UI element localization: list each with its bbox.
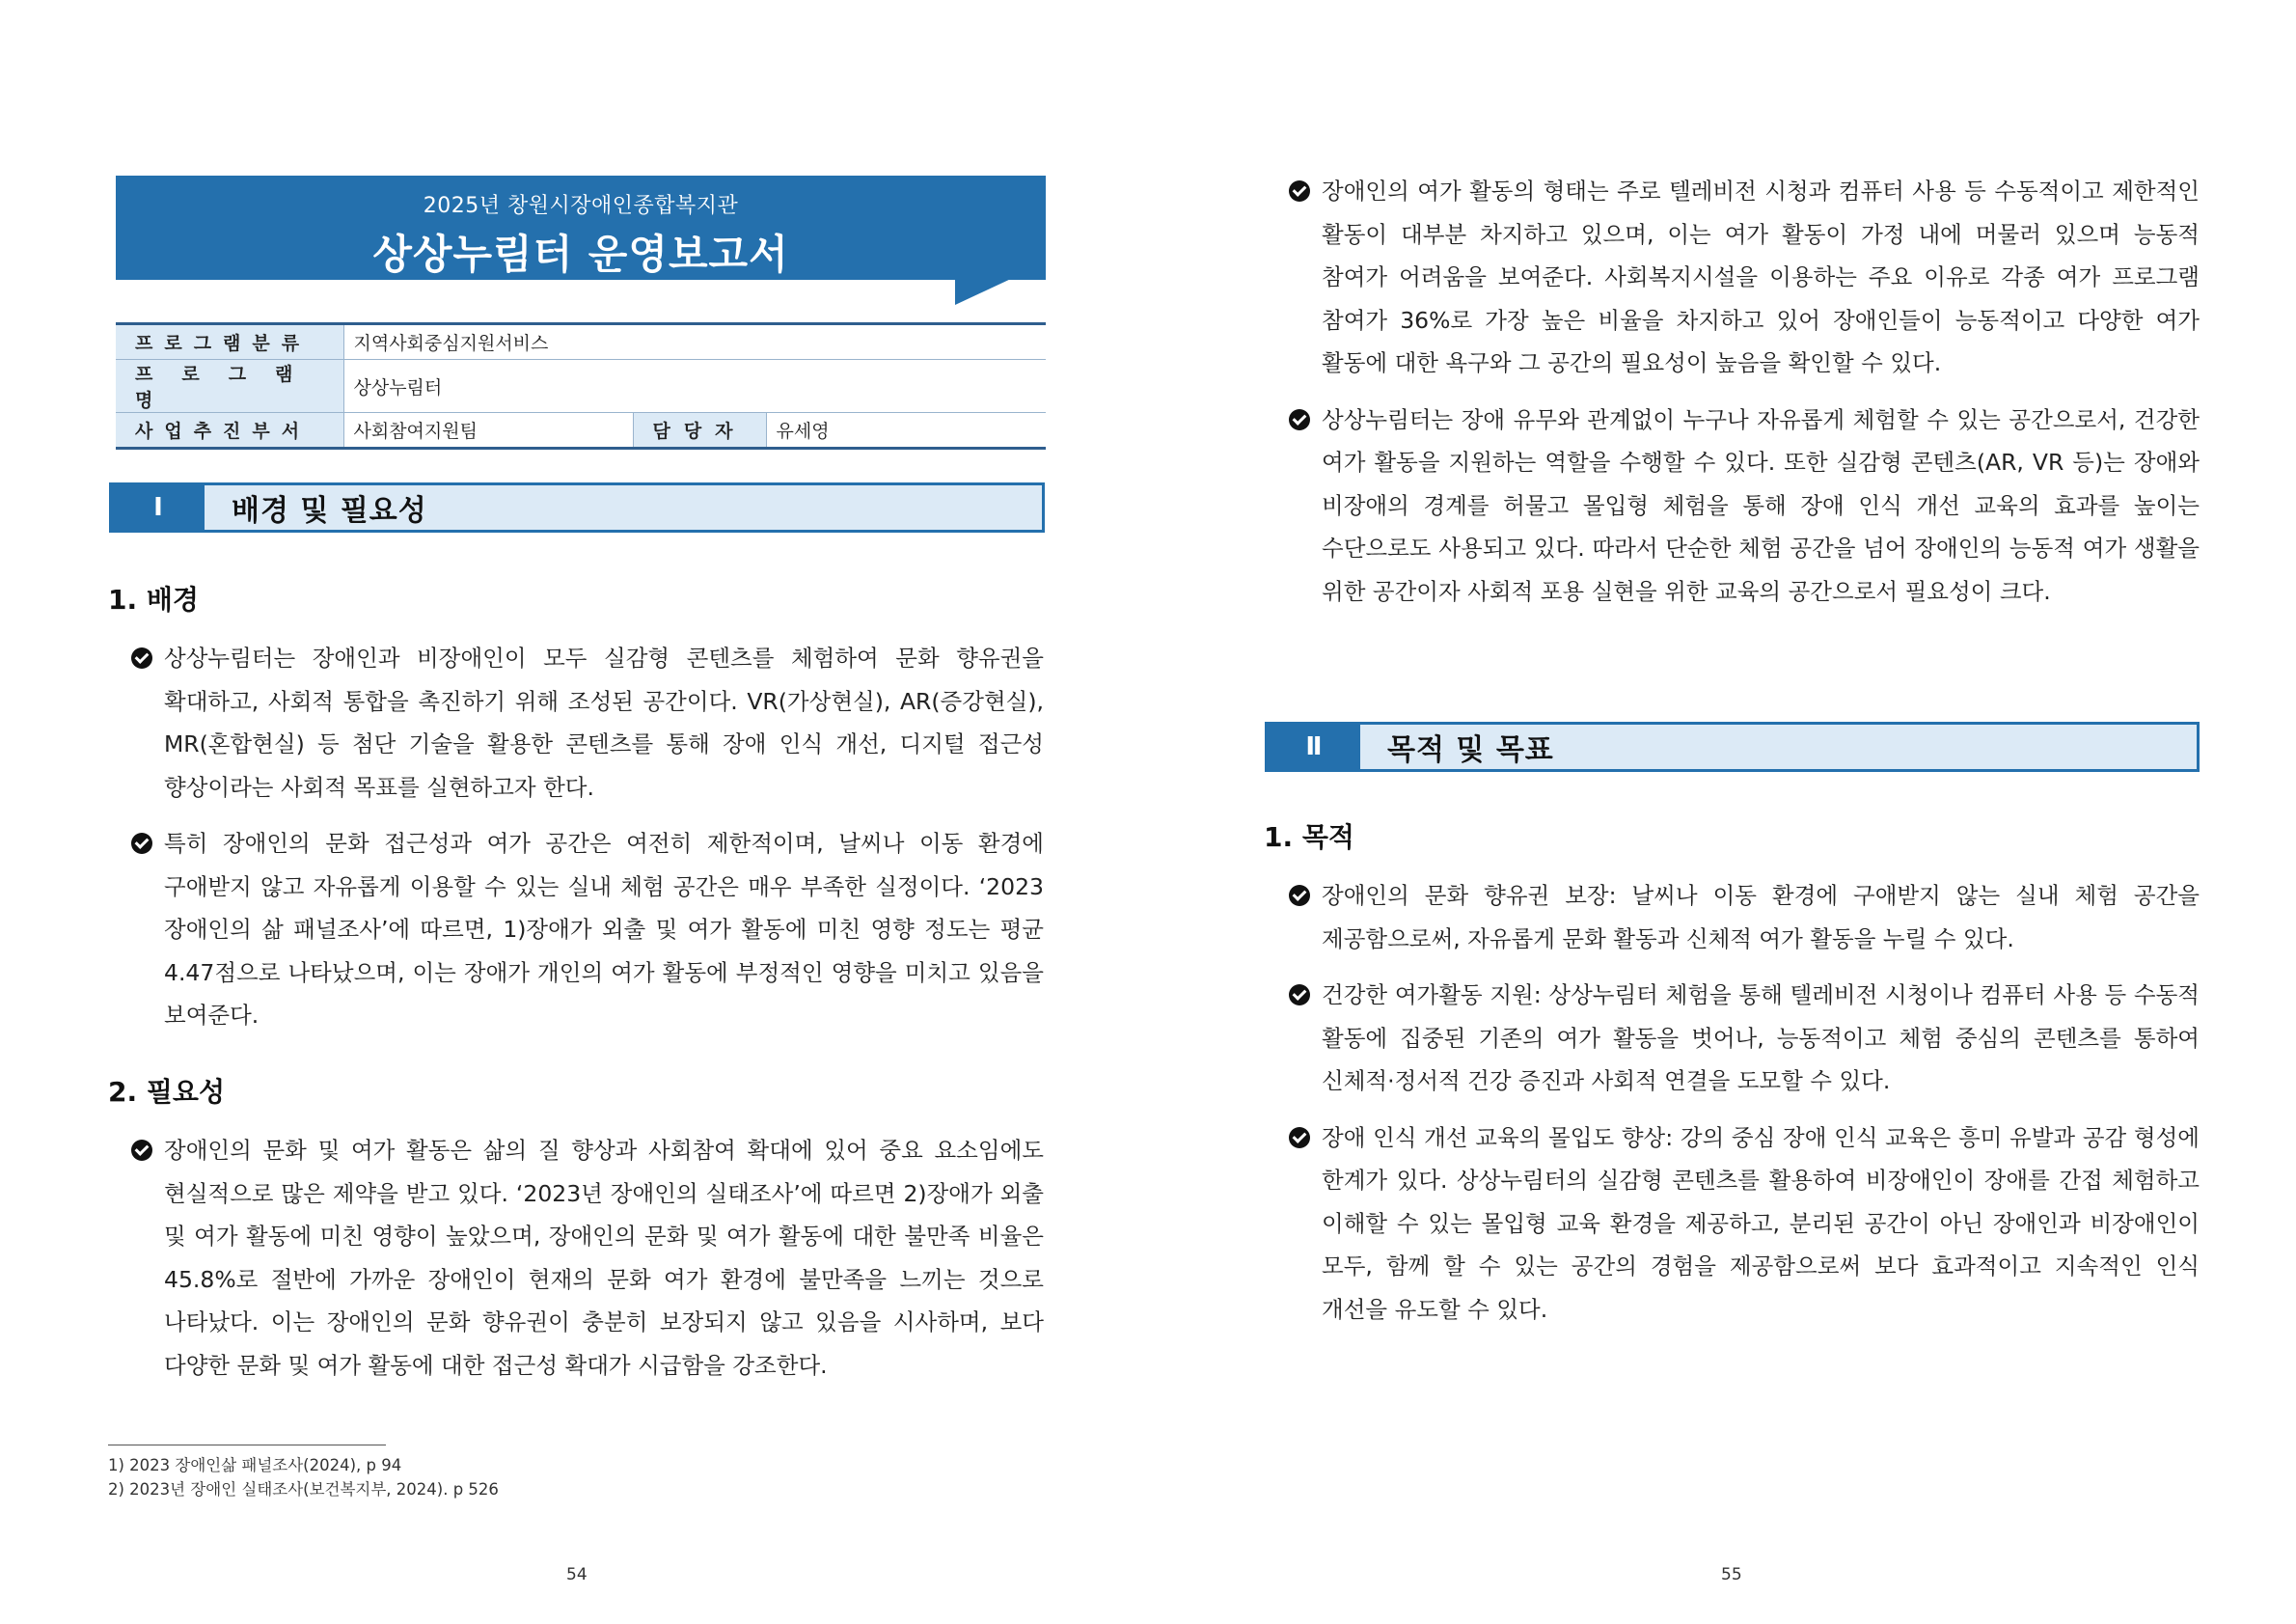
list-item: 장애인의 문화 향유권 보장: 날씨나 이동 환경에 구애받지 않는 실내 체험 공간을 제공함으로써, 자유롭게 문화 활동과 신체적 여가 활동을 누릴 수 있다.	[1289, 874, 2200, 960]
report-title-banner	[116, 176, 1046, 280]
section-header-purpose	[1265, 722, 2200, 772]
subheading-purpose: 1. 목적	[1264, 821, 1354, 853]
list-item: 장애 인식 개선 교육의 몰입도 향상: 강의 중심 장애 인식 교육은 흥미 유발과 공감 형성에 한계가 있다. 상상누림터의 실감형 콘텐츠를 활용하여 비장애인이 장애를 간접 체험하고 이해할 수 있는 몰입형 교육 환경을 제공하고, 분리된 공간이 아닌 장애인과 비장애인이 모두, 함께 할 수 있는 공간의 경험을 제공함으로써 보다 효과적이고 지속적인 인식 개선을 유도할 수 있다.	[1289, 1116, 2200, 1332]
check-circle-icon	[131, 833, 152, 854]
section-number: Ⅱ	[1268, 725, 1360, 769]
continued-bullet-list	[1289, 170, 2200, 626]
program-info-table	[116, 322, 1046, 450]
section-header-background	[109, 482, 1045, 533]
check-circle-icon	[1289, 409, 1310, 430]
section-title: 배경 및 필요성	[232, 494, 427, 528]
check-circle-icon	[131, 1140, 152, 1161]
list-item: 장애인의 여가 활동의 형태는 주로 텔레비전 시청과 컴퓨터 사용 등 수동적이고 제한적인 활동이 대부분 차지하고 있으며, 이는 여가 활동이 가정 내에 머물러 있으며 능동적 참여가 어려움을 보여준다. 사회복지시설을 이용하는 주요 이유로 각종 여가 프로그램 참여가 36%로 가장 높은 비율을 차지하고 있어 장애인들이 능동적이고 다양한 여가 활동에 대한 욕구와 그 공간의 필요성이 높음을 확인할 수 있다.	[1289, 170, 2200, 385]
section-number: Ⅰ	[112, 485, 205, 530]
right-page	[1148, 0, 2296, 1624]
dept-label: 사업추진부서	[116, 413, 343, 449]
banner-title: 상상누림터 운영보고서	[372, 231, 789, 278]
table-row	[116, 413, 1046, 449]
page-number-right: 55	[1721, 1565, 1742, 1584]
manager-label: 담당자	[633, 413, 766, 449]
check-circle-icon	[1289, 984, 1310, 1005]
section-title: 목적 및 목표	[1387, 733, 1554, 767]
banner-subtitle: 2025년 창원시장애인종합복지관	[423, 194, 739, 218]
page-number-left: 54	[566, 1565, 588, 1584]
category-label: 프로그램분류	[116, 324, 343, 360]
dept-value: 사회참여지원팀	[353, 421, 478, 442]
footnote: 2) 2023년 장애인 실태조사(보건복지부, 2024). p 526	[108, 1480, 499, 1499]
check-circle-icon	[1289, 1127, 1310, 1148]
table-row	[116, 324, 1046, 360]
manager-value: 유세영	[776, 421, 830, 442]
banner-speech-tail	[955, 278, 1013, 305]
list-item: 상상누림터는 장애 유무와 관계없이 누구나 자유롭게 체험할 수 있는 공간으로서, 건강한 여가 활동을 지원하는 역할을 수행할 수 있다. 또한 실감형 콘텐츠(AR, VR 등)는 장애와 비장애의 경계를 허물고 몰입형 체험을 통해 장애 인식 개선 교육의 효과를 높이는 수단으로도 사용되고 있다. 따라서 단순한 체험 공간을 넘어 장애인의 능동적 여가 생활을 위한 공간이자 사회적 포용 실현을 위한 교육의 공간으로서 필요성이 크다.	[1289, 399, 2200, 614]
background-bullet-list	[131, 637, 1044, 1051]
name-value: 상상누림터	[343, 360, 1046, 413]
table-row	[116, 360, 1046, 413]
check-circle-icon	[1289, 180, 1310, 202]
purpose-bullet-list	[1289, 874, 2200, 1344]
list-item: 장애인의 문화 및 여가 활동은 삶의 질 향상과 사회참여 확대에 있어 중요 요소임에도 현실적으로 많은 제약을 받고 있다. ‘2023년 장애인의 실태조사’에 따르면 2)장애가 외출 및 여가 활동에 미친 영향이 높았으며, 장애인의 문화 및 여가 활동에 대한 불만족 비율은 45.8%로 절반에 가까운 장애인이 현재의 문화 여가 환경에 불만족을 느끼는 것으로 나타났다. 이는 장애인의 문화 향유권이 충분히 보장되지 않고 있음을 시사하며, 보다 다양한 문화 및 여가 활동에 대한 접근성 확대가 시급함을 강조한다.	[131, 1129, 1044, 1387]
list-item: 상상누림터는 장애인과 비장애인이 모두 실감형 콘텐츠를 체험하여 문화 향유권을 확대하고, 사회적 통합을 촉진하기 위해 조성된 공간이다. VR(가상현실), AR(증강현실), MR(혼합현실) 등 첨단 기술을 활용한 콘텐츠를 통해 장애 인식 개선, 디지털 접근성 향상이라는 사회적 목표를 실현하고자 한다.	[131, 637, 1044, 809]
check-circle-icon	[1289, 885, 1310, 906]
category-value: 지역사회중심지원서비스	[343, 324, 1046, 360]
footnotes	[108, 1453, 499, 1501]
check-circle-icon	[131, 647, 152, 669]
subheading-background: 1. 배경	[108, 584, 199, 616]
list-item: 건강한 여가활동 지원: 상상누림터 체험을 통해 텔레비전 시청이나 컴퓨터 사용 등 수동적 활동에 집중된 기존의 여가 활동을 벗어나, 능동적이고 체험 중심의 콘텐츠를 통하여 신체적·정서적 건강 증진과 사회적 연결을 도모할 수 있다.	[1289, 974, 2200, 1103]
name-label: 프로그램명	[116, 360, 343, 413]
necessity-bullet-list	[131, 1129, 1044, 1400]
list-item: 특히 장애인의 문화 접근성과 여가 공간은 여전히 제한적이며, 날씨나 이동 환경에 구애받지 않고 자유롭게 이용할 수 있는 실내 체험 공간은 매우 부족한 실정이다. ‘2023 장애인의 삶 패널조사’에 따르면, 1)장애가 외출 및 여가 활동에 미친 영향 정도는 평균 4.47점으로 나타났으며, 이는 장애가 개인의 여가 활동에 부정적인 영향을 미치고 있음을 보여준다.	[131, 822, 1044, 1037]
footnote: 1) 2023 장애인삶 패널조사(2024), p 94	[108, 1456, 402, 1474]
subheading-necessity: 2. 필요성	[108, 1076, 226, 1108]
